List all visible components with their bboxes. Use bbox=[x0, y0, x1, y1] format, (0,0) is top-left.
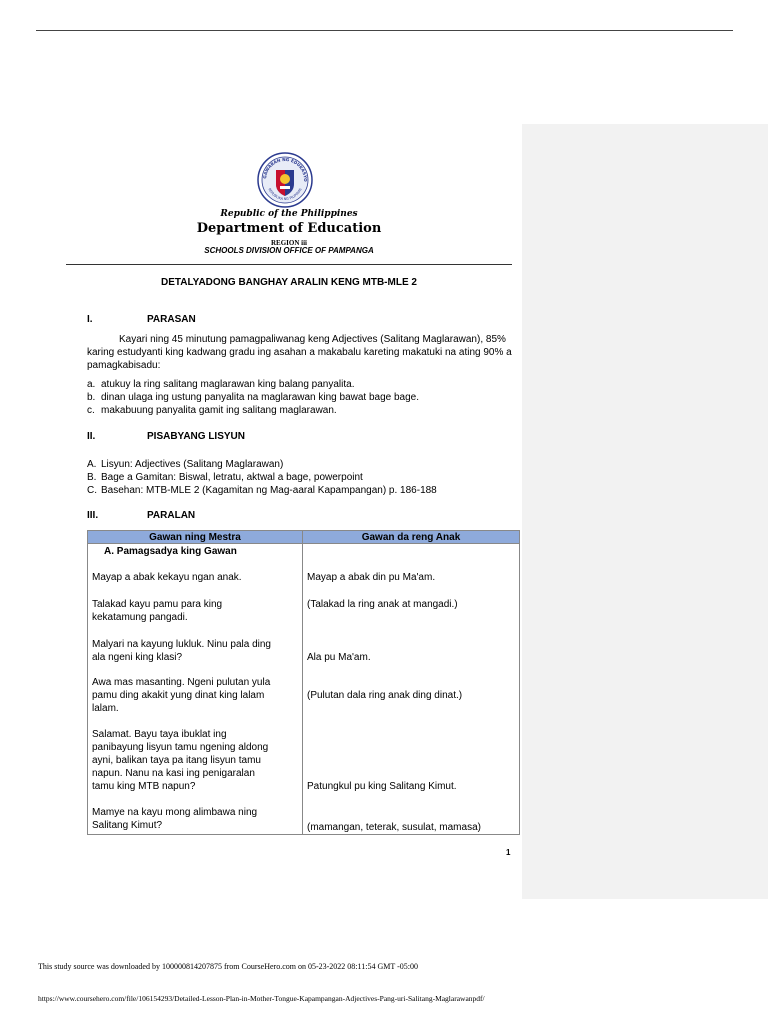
list-item: B. Bage a Gamitan: Biswal, letratu, aktwal a bage, powerpoint bbox=[87, 472, 363, 483]
section-3-number: III. bbox=[87, 510, 99, 521]
top-rule bbox=[36, 30, 733, 31]
seal-text-bottom: REPUBLIKA NG PILIPINAS bbox=[267, 187, 303, 202]
teacher-activity-cell: A. Pamagsadya king Gawan Mayap a abak kekayu ngan anak. Talakad kayu pamu para king kekatamung pangadi. Malyari na kayung lukluk. Ninu pala ding ala ngeni king klasi? Awa mas masanting. Ngeni pulutan yula pamu ding akakit yung dinat king lalam lalam. Salamat. Bayu taya ibuklat ing panibayung lisyun tamu ngening aldong ayni, balikan taya pa itang lisyun tamu napun. Nanu na kasi ing penigaralan tamu king MTB napun? Mamye na kayu mong alimbawa ning Salitang Kimut? bbox=[88, 544, 303, 835]
col-header-student: Gawan da reng Anak bbox=[303, 531, 520, 544]
download-note: This study source was downloaded by 100000814207875 from CourseHero.com on 05-23-2022 08:11:54 GMT -05:00 bbox=[38, 962, 418, 971]
comment-pane bbox=[522, 124, 768, 899]
objectives-list bbox=[87, 378, 517, 417]
procedure-table bbox=[87, 530, 520, 835]
section-2-number: II. bbox=[87, 431, 96, 442]
section-1-heading bbox=[87, 314, 196, 325]
document-title: DETALYADONG BANGHAY ARALIN KENG MTB-MLE 2 bbox=[161, 277, 417, 288]
section-2-heading bbox=[87, 431, 245, 442]
section-3-heading bbox=[87, 510, 195, 521]
source-url-link[interactable]: https://www.coursehero.com/file/106154293/Detailed-Lesson-Plan-in-Mother-Tongue-Kapampangan-Adjectives-Pang-uri-Salitang-Maglarawanpdf/ bbox=[38, 994, 485, 1003]
table-subheading: A. Pamagsadya king Gawan bbox=[104, 546, 237, 557]
section-3-title: PARALAN bbox=[147, 510, 196, 521]
table-header-row bbox=[88, 531, 520, 544]
region-line: REGION iii bbox=[271, 239, 307, 247]
list-item: c. makabuung panyalita gamit ing salitang maglarawan. bbox=[87, 405, 337, 416]
col-header-teacher: Gawan ning Mestra bbox=[88, 531, 303, 544]
section-1-number: I. bbox=[87, 314, 93, 325]
department-name: Department of Education bbox=[196, 221, 382, 236]
section-1-intro: Kayari ning 45 minutung pamagpaliwanag keng Adjectives (Salitang Maglarawan), 85% karing estudyanti king kadwang gradu ing asahan a makabalu kareting makatuki na ating 90% a pamagkabisadu: bbox=[87, 334, 512, 371]
student-activity-cell: Mayap a abak din pu Ma'am. (Talakad la ring anak at mangadi.) Ala pu Ma'am. (Pulutan dala ring anak ding dinat.) Patungkul pu king Salitang Kimut. (mamangan, teterak, susulat, mamasa) bbox=[303, 544, 520, 835]
republic-line: Republic of the Philippines bbox=[220, 209, 358, 219]
section-2-title: PISABYANG LISYUN bbox=[147, 431, 245, 442]
page-number: 1 bbox=[506, 848, 511, 857]
section-1-title: PARASAN bbox=[147, 314, 196, 325]
header-divider bbox=[66, 264, 512, 265]
list-item: C. Basehan: MTB-MLE 2 (Kagamitan ng Mag-aaral Kapampangan) p. 186-188 bbox=[87, 485, 437, 496]
list-item: b. dinan ulaga ing ustung panyalita na maglarawan king bawat bage bage. bbox=[87, 392, 420, 403]
list-item: A. Lisyun: Adjectives (Salitang Maglarawan) bbox=[87, 459, 284, 470]
seal-text-top: GAWARAN NG EDUKASYO bbox=[262, 156, 309, 182]
division-line: SCHOOLS DIVISION OFFICE OF PAMPANGA bbox=[204, 246, 374, 255]
table-row bbox=[88, 544, 520, 835]
deped-seal-icon bbox=[257, 152, 313, 208]
subject-matter-list bbox=[87, 458, 517, 497]
list-item: a. atukuy la ring salitang maglarawan king balang panyalita. bbox=[87, 379, 355, 390]
